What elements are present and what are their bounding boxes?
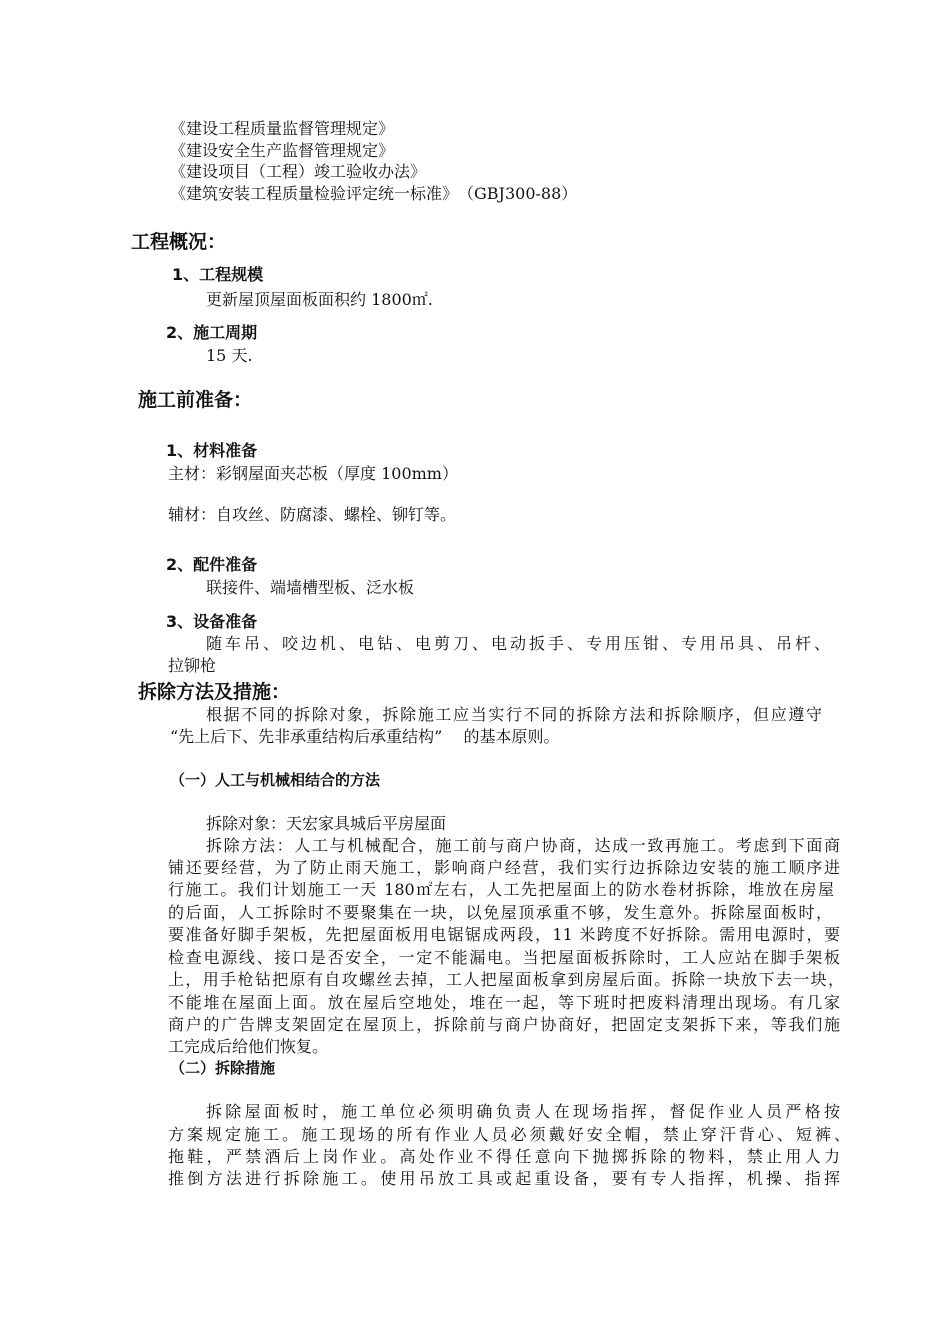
scale-heading: 1、工程规模 xyxy=(172,265,264,284)
main-material: 主材：彩钢屋面夹芯板（厚度 100mm） xyxy=(168,464,458,483)
method-line: 行施工。我们计划施工一天 180㎡左右，人工先把屋面上的防水卷材拆除，堆放在房屋 xyxy=(168,880,834,899)
intro-line: “先上后下、先非承重结构后承重结构” 的基本原则。 xyxy=(170,727,560,746)
equipment-heading: 3、设备准备 xyxy=(166,612,258,631)
materials-heading: 1、材料准备 xyxy=(166,441,258,460)
demolition-heading: 拆除方法及措施： xyxy=(138,681,291,703)
method-line: 拆除方法：人工与机械配合，施工前与商户协商，达成一致再施工。考虑到下面商 xyxy=(206,836,840,855)
regulation-item: 《建设项目（工程）竣工验收办法》 xyxy=(170,162,427,181)
fittings-heading: 2、配件准备 xyxy=(166,555,258,574)
overview-heading: 工程概况： xyxy=(131,231,227,253)
measures-line: 方案规定施工。施工现场的所有作业人员必须戴好安全帽，禁止穿汗背心、短裤、 xyxy=(168,1125,850,1144)
method-heading: （一）人工与机械相结合的方法 xyxy=(170,771,381,789)
period-heading: 2、施工周期 xyxy=(166,323,258,342)
measures-line: 推倒方法进行拆除施工。使用吊放工具或起重设备，要有专人指挥，机操、指挥 xyxy=(168,1169,840,1188)
preparation-heading: 施工前准备： xyxy=(138,389,253,411)
fittings-text: 联接件、端墙槽型板、泛水板 xyxy=(206,578,415,597)
method-line: 铺还要经营，为了防止雨天施工，影响商户经营，我们实行边拆除边安装的施工顺序进 xyxy=(168,858,840,877)
aux-material: 辅材：自攻丝、防腐漆、螺栓、铆钉等。 xyxy=(168,505,457,524)
regulation-item: 《建设工程质量监督管理规定》 xyxy=(170,119,395,138)
equipment-line: 拉铆枪 xyxy=(168,656,217,675)
method-line: 工完成后给他们恢复。 xyxy=(168,1037,329,1056)
measures-line: 拆除屋面板时，施工单位必须明确负责人在现场指挥，督促作业人员严格按 xyxy=(206,1102,840,1121)
period-text: 15 天. xyxy=(206,346,253,365)
method-line: 商户的广告牌支架固定在屋顶上，拆除前与商户协商好，把固定支架拆下来，等我们施 xyxy=(168,1015,840,1034)
measures-line: 拖鞋，严禁酒后上岗作业。高处作业不得任意向下抛掷拆除的物料，禁止用人力 xyxy=(168,1147,840,1166)
method-line: 不能堆在屋面上面。放在屋后空地处，堆在一起，等下班时把废料清理出现场。有几家 xyxy=(168,993,840,1012)
measures-heading: （二）拆除措施 xyxy=(170,1059,276,1077)
method-line: 的后面，人工拆除时不要聚集在一块，以免屋顶承重不够，发生意外。拆除屋面板时， xyxy=(168,903,832,922)
method-line: 检查电源线、接口是否安全，一定不能漏电。当把屋面板拆除时，工人应站在脚手架板 xyxy=(168,948,840,967)
object-line: 拆除对象：天宏家具城后平房屋面 xyxy=(206,814,447,833)
equipment-line: 随车吊、咬边机、电钻、电剪刀、电动扳手、专用压钳、专用吊具、吊杆、 xyxy=(206,634,830,653)
regulation-item: 《建筑安装工程质量检验评定统一标准》 （GBJ300-88） xyxy=(170,184,578,203)
intro-line: 根据不同的拆除对象，拆除施工应当实行不同的拆除方法和拆除顺序，但应遵守 xyxy=(206,705,822,724)
method-line: 上，用手枪钻把原有自攻螺丝去掉，工人把屋面板拿到房屋后面。拆除一块放下去一块， xyxy=(168,970,844,989)
regulation-item: 《建设安全生产监督管理规定》 xyxy=(170,141,395,160)
method-line: 要准备好脚手架板，先把屋面板用电锯锯成两段，11 米跨度不好拆除。需用电源时，要 xyxy=(168,925,840,944)
scale-text: 更新屋顶屋面板面积约 1800㎡. xyxy=(206,290,433,309)
